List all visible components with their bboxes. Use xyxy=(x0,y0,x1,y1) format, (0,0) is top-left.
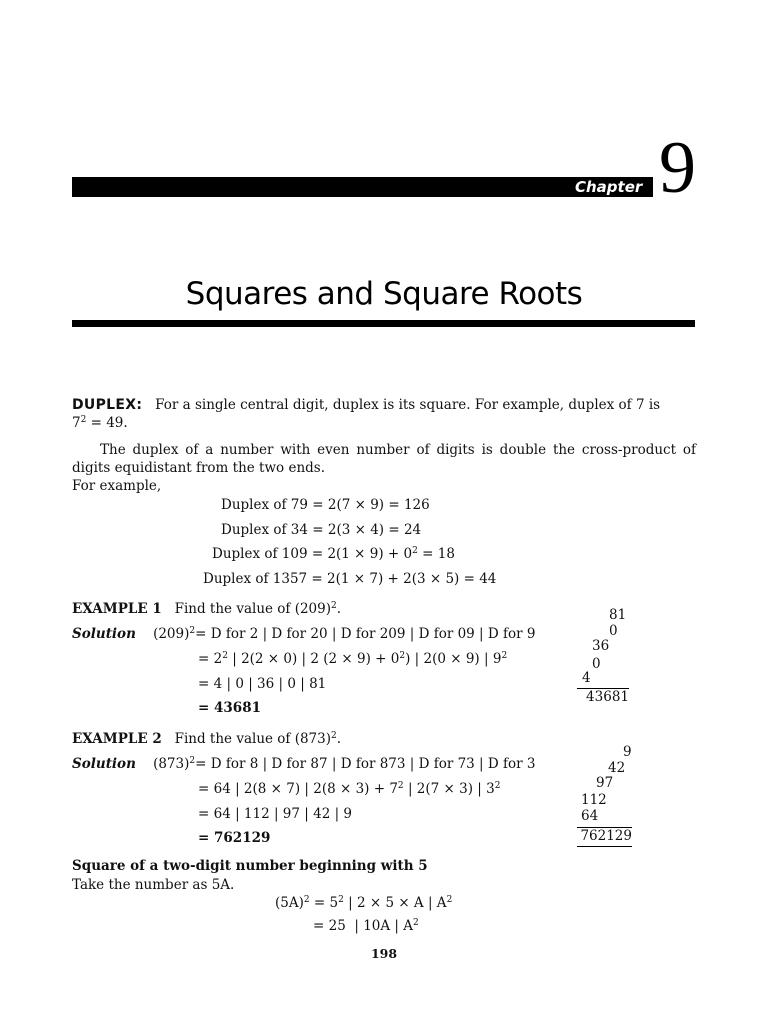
example2-solution-line3: = 64 | 112 | 97 | 42 | 9 xyxy=(198,806,353,822)
five-formula-2: = 25 | 10A | $A^2$ xyxy=(313,918,419,934)
example1-solution-line2: = $2^2$ | 2(2 × 0) | 2 $(2 \times 9) + 0^2$) | 2(0 × 9) | $9^2$ xyxy=(198,651,508,667)
for-example: For example, xyxy=(72,478,162,494)
duplex-line2: $7^2 = 49$. xyxy=(72,415,128,431)
example1-solution-label: Solution xyxy=(72,626,136,642)
example2-col-9: 9 xyxy=(623,744,632,760)
five-formula-1: $(5A)^2 = 5^2$ | 2 × 5 × A | $A^2$ xyxy=(275,895,453,911)
example2-result: = 762129 xyxy=(198,830,271,846)
example2-label: EXAMPLE 2 xyxy=(72,731,162,747)
duplex-example-4: Duplex of 1357 = 2(1 × 7) + 2(3 × 5) = 44 xyxy=(203,571,497,587)
example2-solution-line2: = 64 | 2(8 × 7) | $2(8 \times 3) + 7^2$ | 2(7 × 3) | $3^2$ xyxy=(198,781,501,797)
example1-col-36: 36 xyxy=(592,638,610,654)
example1-solution-line3: = 4 | 0 | 36 | 0 | 81 xyxy=(198,676,327,692)
duplex-paragraph-2: The duplex of a number with even number of digits is double the cross-product of digits equidistant from the two ends. xyxy=(72,442,696,476)
example1-col-81: 81 xyxy=(609,607,627,623)
duplex-example-2: Duplex of 34 = 2(3 × 4) = 24 xyxy=(221,522,422,538)
example2-col-underline xyxy=(577,846,632,847)
duplex-line1: For a single central digit, duplex is its square. For example, duplex of 7 is xyxy=(155,397,661,413)
example1-question: EXAMPLE 1 Find the value of $(209)^2$. xyxy=(72,601,342,617)
example2-col-64: 64 xyxy=(581,808,599,824)
five-section-heading: Square of a two-digit number beginning with 5 xyxy=(72,858,428,874)
example1-label: EXAMPLE 1 xyxy=(72,601,162,617)
five-section-text: Take the number as 5A. xyxy=(72,877,235,893)
example1-col-4: 4 xyxy=(582,670,591,686)
duplex-example-3: Duplex of $109 = 2(1 \times 9) + 0^2 = 18$ xyxy=(212,546,455,562)
example1-solution-line1: Solution $(209)^2= D$ for 2 | D for 20 | D for 209 | D for 09 | D for 9 xyxy=(72,626,536,642)
duplex-label: DUPLEX: xyxy=(72,397,143,413)
example2-question: EXAMPLE 2 Find the value of $(873)^2$. xyxy=(72,731,342,747)
page-title: Squares and Square Roots xyxy=(185,276,583,312)
example2-col-112: 112 xyxy=(581,792,607,808)
chapter-label: Chapter xyxy=(575,178,643,196)
title-rule xyxy=(72,320,695,327)
chapter-number: 9 xyxy=(659,127,696,209)
example1-col-0a: 0 xyxy=(609,623,618,639)
page-number: 198 xyxy=(370,946,398,961)
example2-col-97: 97 xyxy=(596,775,614,791)
example2-col-sum: 762129 xyxy=(577,827,632,844)
example1-col-0b: 0 xyxy=(592,656,601,672)
duplex-example-1: Duplex of 79 = 2(7 × 9) = 126 xyxy=(221,497,430,513)
chapter-bar xyxy=(72,177,653,197)
example1-col-sum: 43681 xyxy=(577,688,629,705)
example2-col-42: 42 xyxy=(608,760,626,776)
example2-solution-label: Solution xyxy=(72,756,136,772)
duplex-definition xyxy=(72,396,696,414)
example1-result: = 43681 xyxy=(198,700,261,716)
example2-solution-line1: Solution $(873)^2= D$ for 8 | D for 87 | D for 873 | D for 73 | D for 3 xyxy=(72,756,536,772)
